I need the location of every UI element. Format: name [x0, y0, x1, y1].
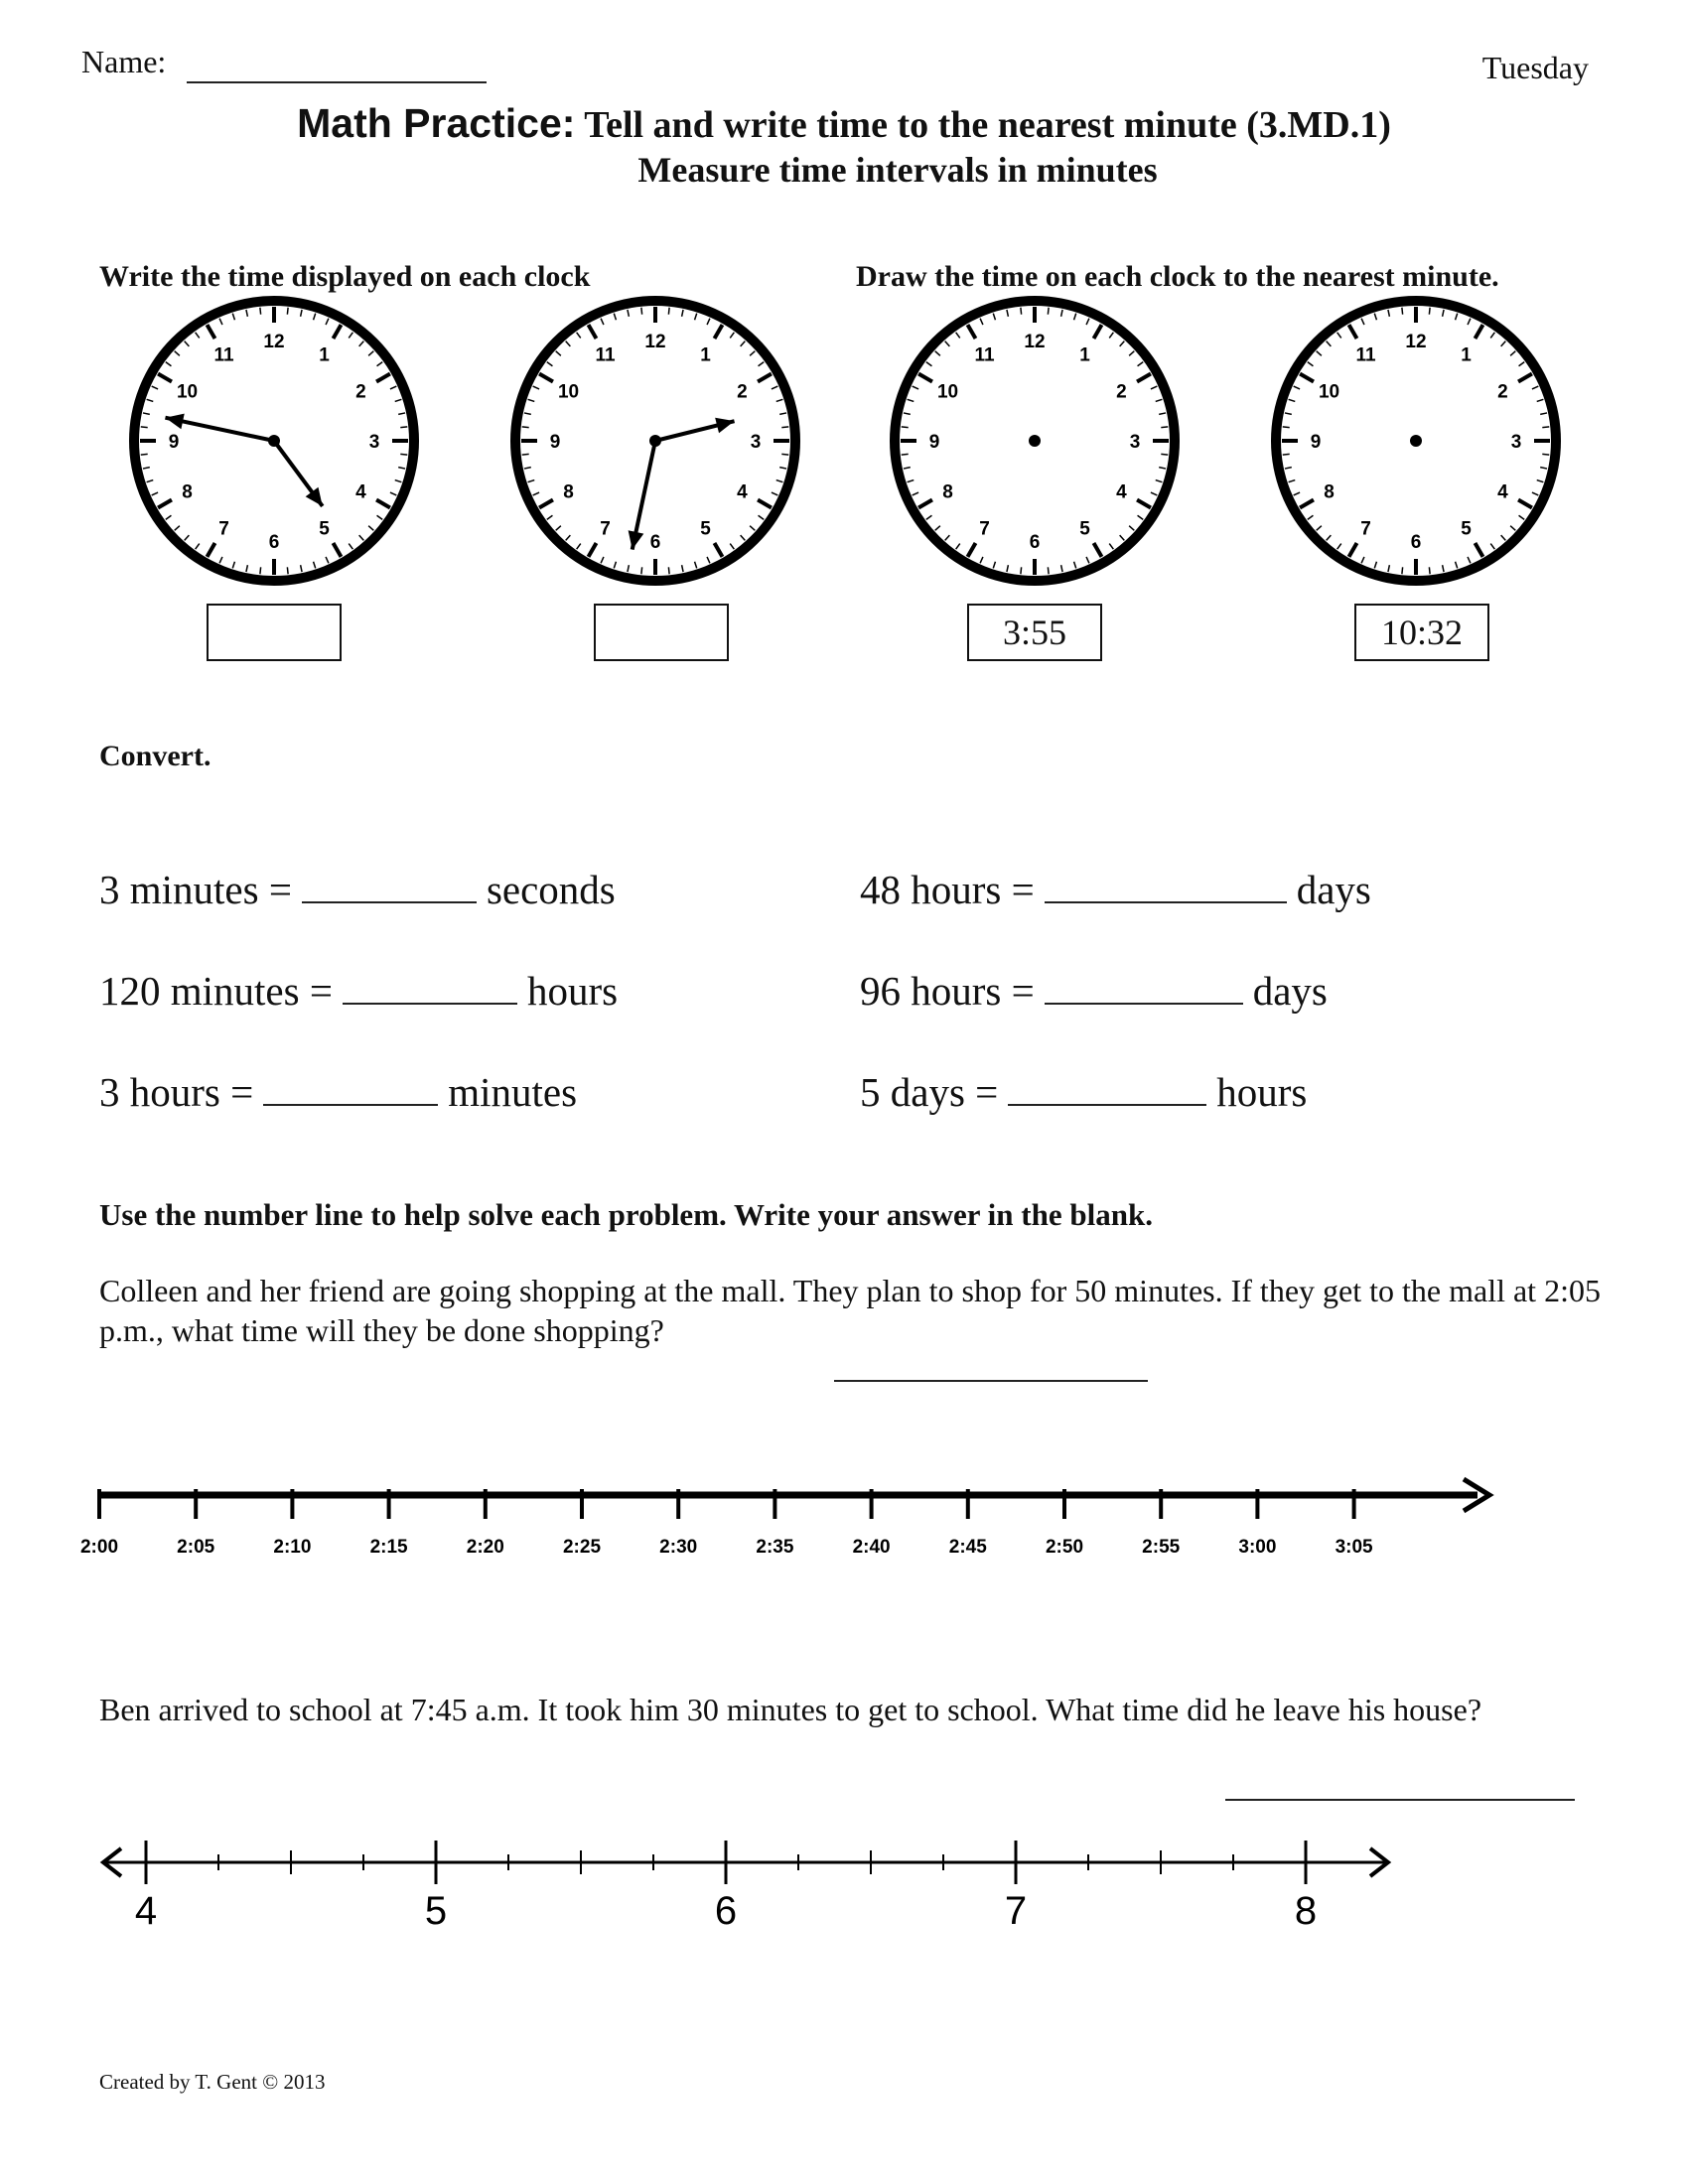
- convert-question: 120 minutes =: [99, 968, 333, 1014]
- clock-tick: [400, 427, 407, 428]
- clock-number: 6: [1410, 532, 1422, 553]
- clock-number: 3: [750, 432, 762, 453]
- clock-center-dot: [649, 435, 661, 447]
- clock-tick: [522, 454, 529, 455]
- clock-number: 11: [595, 344, 616, 366]
- answer-blank[interactable]: [1008, 1068, 1206, 1106]
- draw-time-header: Draw the time on each clock to the nearest minute.: [856, 260, 1499, 293]
- clock-number: 7: [218, 518, 229, 540]
- clock-tick: [287, 567, 288, 574]
- clock-number: 10: [936, 381, 959, 403]
- clock-1-answer-box[interactable]: [207, 604, 342, 661]
- clock-tick: [1283, 427, 1290, 428]
- number-line-tick-label: 2:15: [369, 1537, 408, 1558]
- clock-tick: [1542, 427, 1549, 428]
- number-line-hour-label: 5: [424, 1889, 448, 1933]
- clock-number: 7: [1360, 518, 1371, 540]
- clock-number: 2: [737, 381, 748, 403]
- title-main: Tell and write time to the nearest minute (3.MD.1): [575, 104, 1391, 146]
- clock-number: 11: [1355, 344, 1376, 366]
- problem-2-answer-line[interactable]: [1225, 1799, 1575, 1801]
- clock-3[interactable]: [895, 301, 1175, 581]
- clock-tick: [522, 427, 529, 428]
- clock-4[interactable]: [1276, 301, 1556, 581]
- convert-question: 3 minutes =: [99, 867, 292, 912]
- convert-unit: hours: [1216, 1069, 1308, 1115]
- clock-tick: [260, 567, 261, 574]
- page-title: [0, 99, 1688, 149]
- clock-tick: [1429, 308, 1430, 315]
- clock-number: 12: [1024, 332, 1046, 352]
- name-input-line[interactable]: [187, 81, 487, 83]
- clock-center-dot: [1029, 435, 1041, 447]
- clock-number: 3: [1510, 432, 1522, 453]
- convert-question: 5 days =: [860, 1069, 999, 1115]
- clock-tick: [1161, 454, 1168, 455]
- clock-3-time-box: 3:55: [967, 604, 1102, 661]
- clock-number: 4: [737, 481, 748, 503]
- number-line-1: [0, 1469, 1688, 1588]
- clock-number: 11: [213, 344, 234, 366]
- clock-tick: [1048, 567, 1049, 574]
- clock-tick: [641, 308, 642, 315]
- write-time-header: Write the time displayed on each clock: [99, 260, 591, 293]
- clock-number: 3: [1129, 432, 1141, 453]
- clock-number: 5: [1079, 518, 1090, 540]
- convert-unit: seconds: [486, 867, 616, 912]
- convert-row-6: [860, 1068, 1307, 1116]
- number-line-tick-label: 2:25: [562, 1537, 602, 1558]
- clock-number: 7: [979, 518, 990, 540]
- convert-question: 3 hours =: [99, 1069, 254, 1115]
- clock-number: 5: [700, 518, 711, 540]
- number-line-tick-label: 2:30: [659, 1537, 698, 1558]
- answer-blank[interactable]: [302, 866, 477, 903]
- clock-tick: [902, 427, 909, 428]
- problem-2-text: Ben arrived to school at 7:45 a.m. It took him 30 minutes to get to school. What time did he leave his house?: [99, 1692, 1482, 1727]
- answer-blank[interactable]: [263, 1068, 438, 1106]
- clock-number: 5: [319, 518, 330, 540]
- clock-number: 2: [355, 381, 366, 403]
- clock-number: 12: [263, 332, 285, 352]
- answer-blank[interactable]: [1045, 967, 1243, 1005]
- convert-row-4: [860, 967, 1328, 1015]
- clock-number: 8: [1324, 481, 1335, 503]
- clock-number: 1: [1079, 344, 1090, 366]
- clock-number: 12: [1405, 332, 1427, 352]
- clock-tick: [1021, 308, 1022, 315]
- answer-blank[interactable]: [343, 967, 517, 1005]
- number-line-tick-label: 3:05: [1335, 1537, 1373, 1558]
- number-line-tick-label: 2:10: [273, 1537, 312, 1558]
- convert-title: Convert.: [99, 740, 211, 772]
- clock-tick: [260, 308, 261, 315]
- page-subtitle: Measure time intervals in minutes: [637, 150, 1158, 190]
- clock-number: 4: [1116, 481, 1127, 503]
- clock-tick: [1542, 454, 1549, 455]
- clock-number: 2: [1497, 381, 1508, 403]
- answer-blank[interactable]: [1045, 866, 1287, 903]
- name-label: Name:: [81, 44, 167, 79]
- clock-1: [134, 301, 414, 581]
- clock-tick: [781, 454, 788, 455]
- clock-tick: [668, 308, 669, 315]
- clock-number: 5: [1461, 518, 1472, 540]
- number-line-tick-label: 2:45: [948, 1537, 987, 1558]
- clock-number: 9: [1310, 432, 1322, 453]
- clock-number: 9: [549, 432, 561, 453]
- clock-4-time-box: 10:32: [1354, 604, 1489, 661]
- clock-tick: [1021, 567, 1022, 574]
- number-line-tick-label: 2:35: [756, 1537, 794, 1558]
- clock-tick: [668, 567, 669, 574]
- number-line-tick-label: 2:00: [79, 1537, 119, 1558]
- number-line-2: [0, 1827, 1688, 1956]
- clock-number: 6: [1029, 532, 1041, 553]
- clock-number: 8: [942, 481, 953, 503]
- clock-number: 7: [600, 518, 611, 540]
- clock-number: 9: [928, 432, 940, 453]
- number-line-instruction: Use the number line to help solve each problem. Write your answer in the blank.: [99, 1197, 1153, 1232]
- number-line-tick-label: 2:50: [1045, 1537, 1084, 1558]
- problem-1-text: Colleen and her friend are going shopping at the mall. They plan to shop for 50 minutes. If they get to the mall at 2:05 p.m., what time will they be done shopping?: [99, 1273, 1601, 1348]
- convert-question: 48 hours =: [860, 867, 1035, 912]
- convert-unit: hours: [526, 968, 619, 1014]
- number-line-hour-label: 6: [714, 1889, 738, 1933]
- convert-unit: days: [1296, 867, 1371, 912]
- day-label: Tuesday: [1481, 50, 1589, 85]
- clock-number: 3: [368, 432, 380, 453]
- clock-number: 10: [176, 381, 199, 403]
- clock-number: 12: [644, 332, 666, 352]
- number-line-tick-label: 2:05: [177, 1537, 215, 1558]
- convert-row-5: [99, 1068, 577, 1116]
- clock-number: 9: [168, 432, 180, 453]
- clock-number: 10: [557, 381, 580, 403]
- clock-tick: [141, 427, 148, 428]
- clock-tick: [141, 454, 148, 455]
- clock-number: 6: [649, 532, 661, 553]
- clock-number: 1: [700, 344, 711, 366]
- clock-tick: [1402, 567, 1403, 574]
- clock-number: 2: [1116, 381, 1127, 403]
- convert-row-2: [860, 866, 1371, 913]
- clock-number: 8: [182, 481, 193, 503]
- number-line-tick-label: 3:00: [1238, 1537, 1277, 1558]
- number-line-tick-label: 2:55: [1142, 1537, 1181, 1558]
- clock-tick: [1161, 427, 1168, 428]
- clock-2: [515, 301, 795, 581]
- clock-tick: [1048, 308, 1049, 315]
- convert-question: 96 hours =: [860, 968, 1035, 1014]
- clock-number: 10: [1318, 381, 1340, 403]
- number-line-hour-label: 7: [1004, 1889, 1028, 1933]
- clock-tick: [1283, 454, 1290, 455]
- clock-number: 4: [1497, 481, 1508, 503]
- number-line-tick-label: 2:20: [466, 1537, 504, 1558]
- clock-tick: [781, 427, 788, 428]
- clock-center-dot: [268, 435, 280, 447]
- clock-number: 1: [319, 344, 330, 366]
- clock-number: 8: [563, 481, 574, 503]
- footer-credit: Created by T. Gent © 2013: [99, 2070, 326, 2094]
- clock-tick: [902, 454, 909, 455]
- clock-number: 4: [355, 481, 366, 503]
- clock-2-answer-box[interactable]: [594, 604, 729, 661]
- number-line-hour-label: 8: [1294, 1889, 1318, 1933]
- clock-tick: [1402, 308, 1403, 315]
- number-line-tick-label: 2:40: [852, 1537, 891, 1558]
- clock-number: 11: [974, 344, 995, 366]
- problem-1-answer-line[interactable]: [834, 1380, 1148, 1382]
- clocks-row: [0, 288, 1688, 606]
- clock-tick: [400, 454, 407, 455]
- convert-row-3: [99, 967, 618, 1015]
- convert-unit: days: [1252, 968, 1328, 1014]
- title-lead: Math Practice:: [297, 100, 576, 146]
- clock-number: 1: [1461, 344, 1472, 366]
- convert-unit: minutes: [448, 1069, 578, 1115]
- clock-center-dot: [1410, 435, 1422, 447]
- clock-tick: [287, 308, 288, 315]
- number-line-hour-label: 4: [134, 1889, 158, 1933]
- clock-tick: [641, 567, 642, 574]
- clock-number: 6: [268, 532, 280, 553]
- clock-tick: [1429, 567, 1430, 574]
- convert-row-1: [99, 866, 616, 913]
